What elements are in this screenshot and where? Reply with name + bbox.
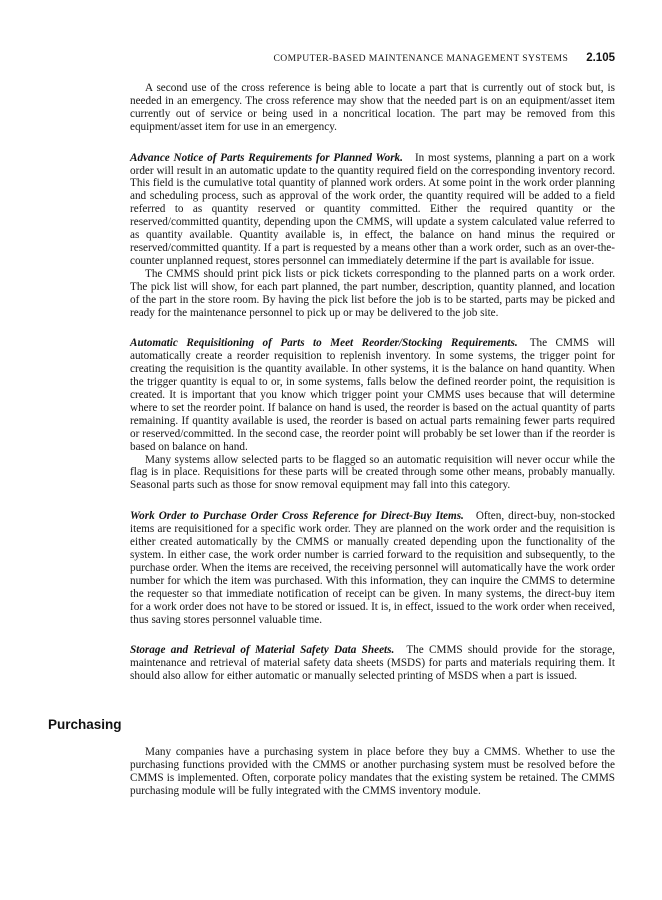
paragraph-flagged-parts: Many systems allow selected parts to be flagged so an automatic requisition will never occur while the flag is in place. Requisitions for these parts will be created through some other means, probably manually. Seasonal parts such as those for snow removal equipment may fall into this category. (130, 453, 615, 492)
section-body-automatic-requisitioning: The CMMS will automatically create a reorder requisition to replenish inventory. In some systems, the trigger point for creating the requisition is the quantity available. In other systems, it is the balance on hand quantity. When the trigger quantity is equal to or, in some systems, falls below the defined reorder point, the requisition is created. It is important that you know which trigger point your CMMS uses because that will determine where to set the reorder point. If balance on hand is used, the reorder is based on the actual quantity of parts remaining. If quantity available is used, the reorder is based on actual parts remaining fewer parts required or reserved/committed. In the second case, the reorder point will probably be set lower than if the reorder is based on balance on hand. (130, 337, 615, 453)
section-wo-po-cross-reference (130, 510, 615, 626)
section-automatic-requisitioning (130, 337, 615, 453)
page-body (130, 82, 615, 683)
paragraph-purchasing: Many companies have a purchasing system in place before they buy a CMMS. Whether to use the purchasing functions provided with the CMMS or another purchasing system must be resolved before the CMMS is implemented. Often, corporate policy mandates that the existing system be retained. The CMMS purchasing module will be fully integrated with the CMMS inventory module. (130, 746, 615, 797)
page-number: 2.105 (586, 52, 615, 64)
section-body-advance-notice: In most systems, planning a part on a work order will result in an automatic update to the quantity required field on the corresponding inventory record. This field is the cumulative total quantity of planned work orders. At some point in the work order planning and scheduling process, such as approval of the work order, the quantity required will be added to a field referred to as quantity reserved or quantity committed. Either the required quantity or the reserved/committed quantity, depending upon the CMMS, will update a system calculated value referred to as quantity available. Quantity available is, in effect, the balance on hand minus the required or reserved/committed quantity. If a part is requested by a means other than a work order, such as an over-the-counter unplanned request, stores personnel can immediately determine if the part is available for issue. (130, 151, 615, 267)
section-heading-msds-storage: Storage and Retrieval of Material Safety Data Sheets. (130, 644, 395, 657)
section-heading-advance-notice: Advance Notice of Parts Requirements for Planned Work. (130, 151, 403, 164)
running-header (130, 48, 615, 66)
section-advance-notice (130, 152, 615, 268)
section-body-wo-po-cross-reference: Often, direct-buy, non-stocked items are requisitioned for a specific work order. They are planned on the work order and the requisition is either created automatically by the CMMS or manually created depending upon the functionality of the system. In either case, the work order number is carried forward to the requisition and subsequently, to the purchase order. When the items are received, the receiving personnel will automatically have the work order number for which the item was purchased. With this information, they can inquire the CMMS to determine the requester so that immediate notification of receipt can be given. In many systems, the direct-buy item for a work order does not have to be stored or issued. It is, in effect, issued to the work order when received, thus saving stores personnel valuable time. (130, 510, 615, 626)
section-heading-wo-po-cross-reference: Work Order to Purchase Order Cross Reference for Direct-Buy Items. (130, 510, 464, 523)
purchasing-section-body (130, 746, 615, 798)
section-heading-automatic-requisitioning: Automatic Requisitioning of Parts to Meet Reorder/Stocking Requirements. (130, 337, 518, 350)
running-header-title: COMPUTER-BASED MAINTENANCE MANAGEMENT SYSTEMS (273, 53, 569, 64)
section-msds-storage (130, 644, 615, 683)
paragraph-pick-lists: The CMMS should print pick lists or pick tickets corresponding to the planned parts on a work order. The pick list will show, for each part planned, the part number, description, quantity planned, and location of the part in the store room. By having the pick list before the job is to be started, parts may be picked and ready for the maintenance personnel to pick up or may be delivered to the job site. (130, 267, 615, 319)
side-heading-purchasing: Purchasing (48, 717, 122, 733)
section-body-msds-storage: The CMMS should provide for the storage, maintenance and retrieval of material safety data sheets (MSDS) for parts and materials requiring them. It should also allow for either automatic or manually selected printing of MSDS when a part is issued. (130, 644, 615, 683)
intro-paragraph: A second use of the cross reference is being able to locate a part that is currently out of stock but, is needed in an emergency. The cross reference may show that the needed part is on an equipment/asset item currently out of service or being used in a noncritical location. The part may be removed from this equipment/asset item for use in an emergency. (130, 82, 615, 133)
